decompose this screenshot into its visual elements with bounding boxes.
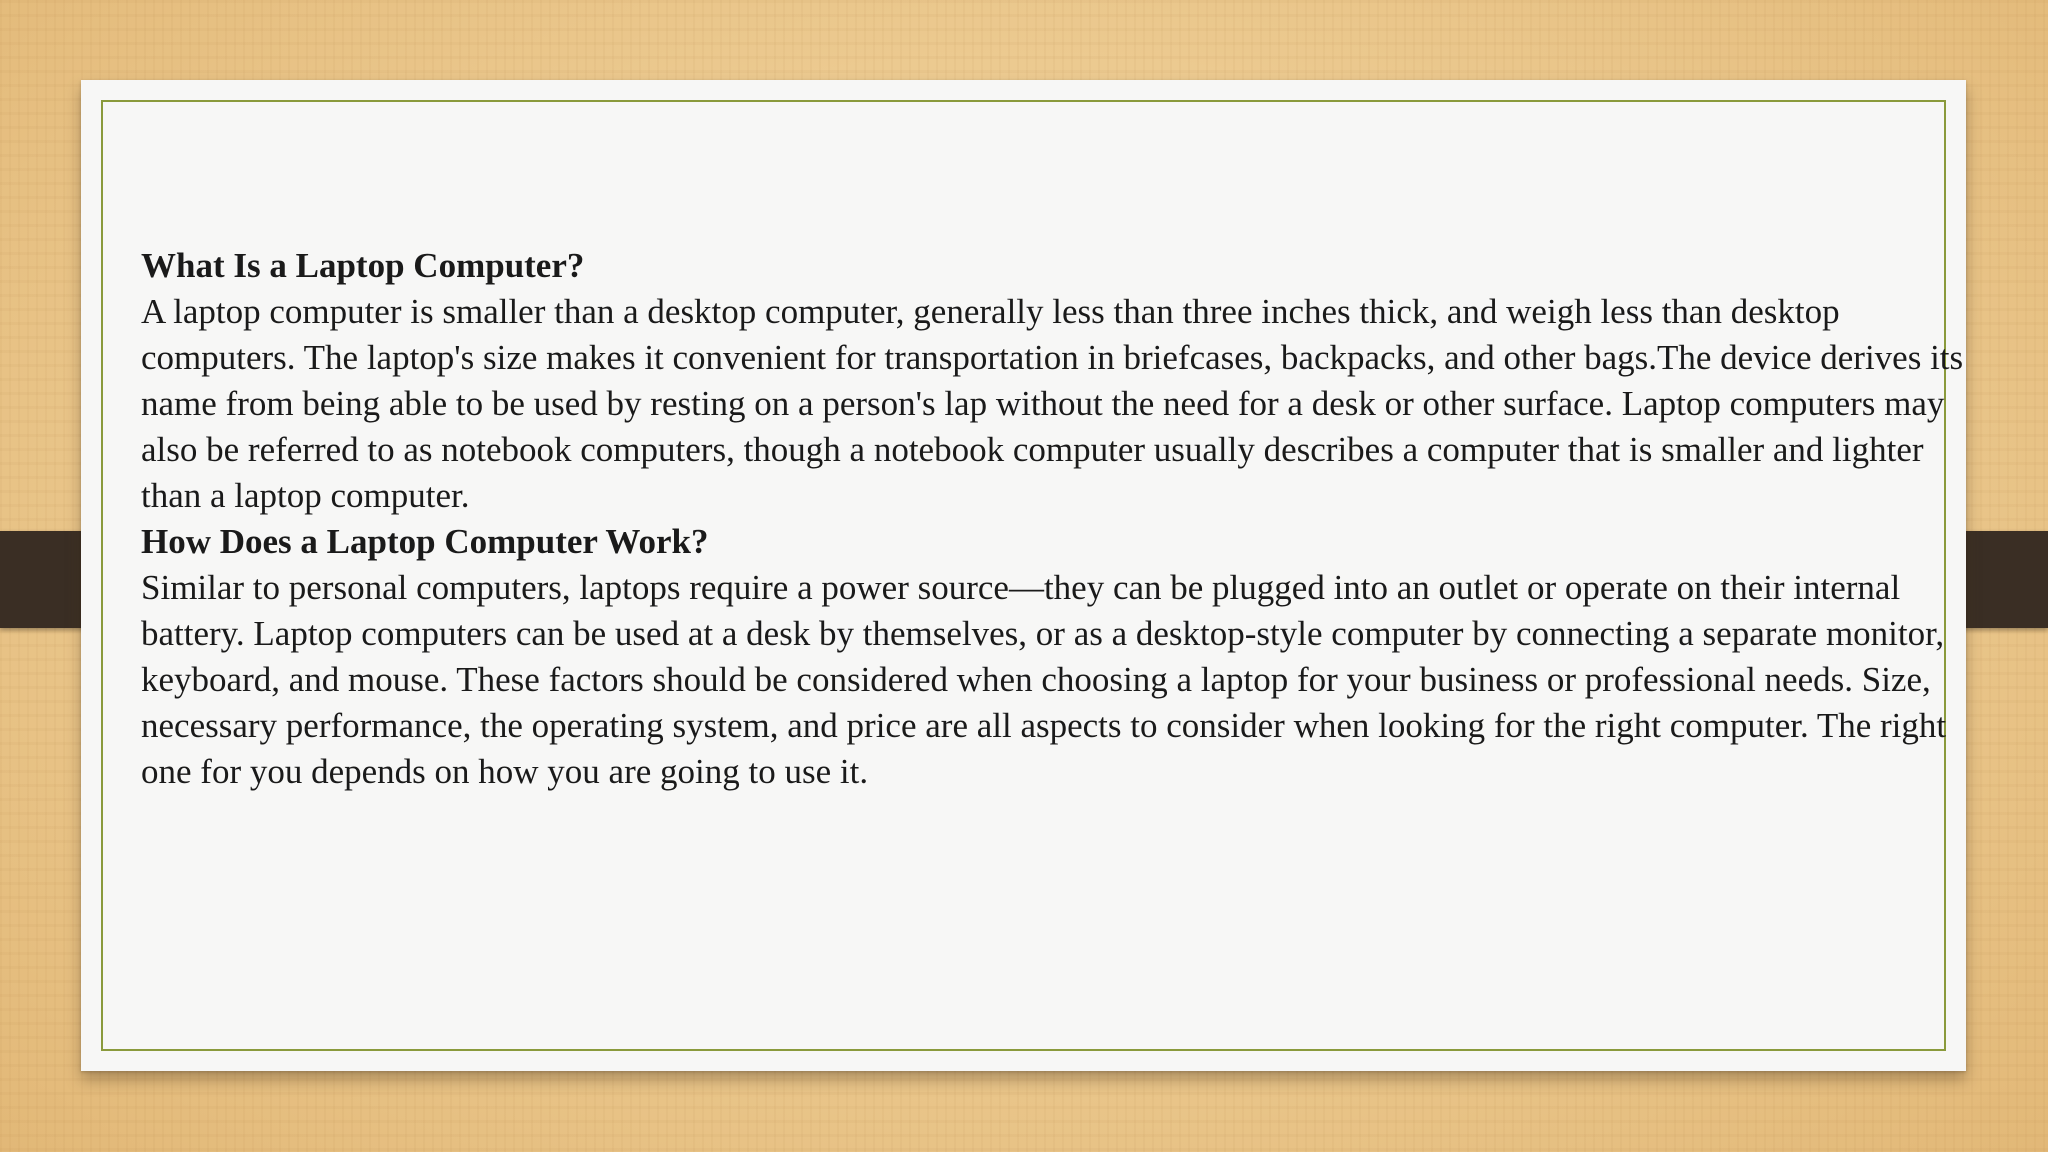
section-paragraph-what-is-laptop: A laptop computer is smaller than a desktop computer, generally less than three inches thick, and weigh less than desktop computers. The laptop's size makes it convenient for transportation in briefcases, backpacks, and other bags.The device derives its name from being able to be used by resting on a person's lap without the need for a desk or other surface. Laptop computers may also be referred to as notebook computers, though a notebook computer usually describes a computer that is smaller and lighter than a laptop computer. <box>141 292 1964 515</box>
slide-text-body <box>141 243 1971 795</box>
slide-card <box>81 80 1966 1071</box>
section-heading-how-laptop-works: How Does a Laptop Computer Work? <box>141 522 709 561</box>
section-paragraph-how-laptop-works: Similar to personal computers, laptops require a power source—they can be plugged into an outlet or operate on their internal battery. Laptop computers can be used at a desk by themselves, or as a desktop-style computer by connecting a separate monitor, keyboard, and mouse. These factors should be considered when choosing a laptop for your business or professional needs. Size, necessary performance, the operating system, and price are all aspects to consider when looking for the right computer. The right one for you depends on how you are going to use it. <box>141 568 1947 791</box>
section-heading-what-is-laptop: What Is a Laptop Computer? <box>141 246 585 285</box>
